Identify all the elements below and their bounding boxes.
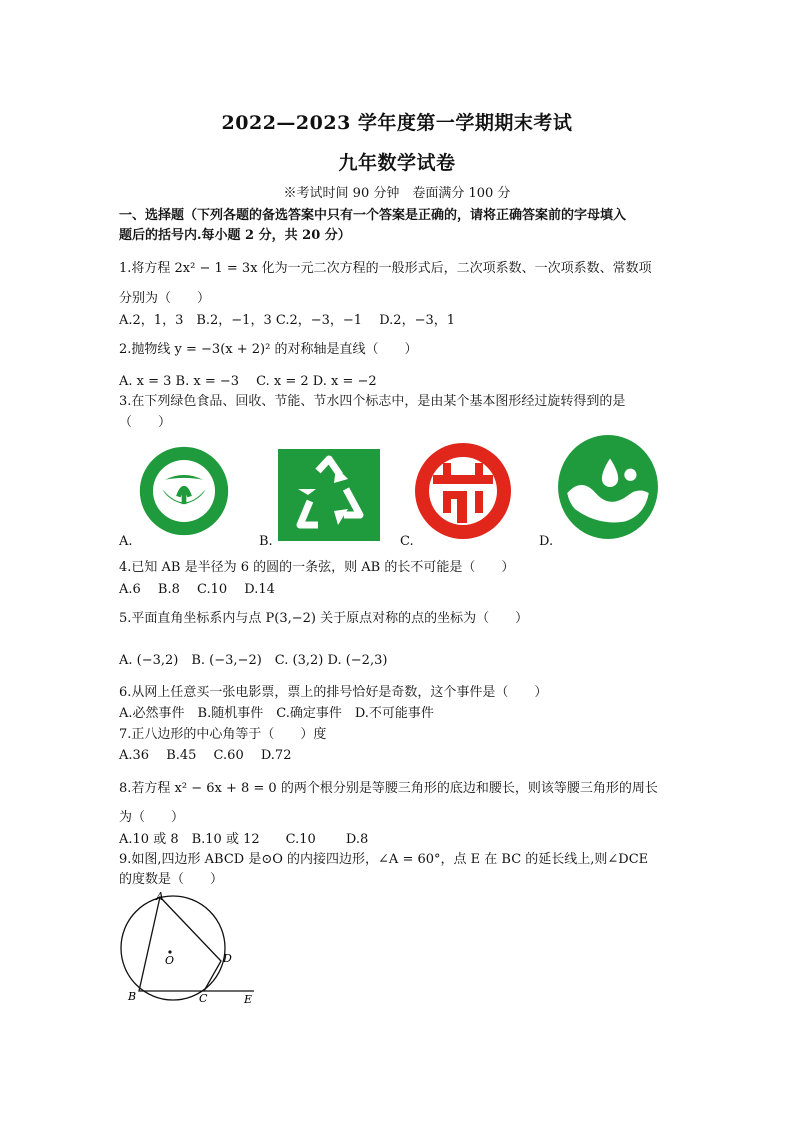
q4-options: A.6 B.8 C.10 D.14 <box>119 582 275 597</box>
q2-stem: 2.抛物线 y = −3(x + 2)² 的对称轴是直线（ ） <box>119 342 418 357</box>
label-d: D <box>223 952 232 965</box>
q6-options: A.必然事件 B.随机事件 C.确定事件 D.不可能事件 <box>119 706 434 721</box>
label-c: C <box>199 992 208 1005</box>
q7-options: A.36 B.45 C.60 D.72 <box>119 748 292 763</box>
label-a: A <box>156 890 164 903</box>
section-heading-line2: 题后的括号内.每小题 2 分，共 20 分） <box>119 228 351 243</box>
label-o: O <box>165 954 175 967</box>
green-food-logo-icon <box>137 444 231 538</box>
q9-stem-line1: 9.如图,四边形 ABCD 是⊙O 的内接四边形，∠A = 60°，点 E 在 BC 的延长线上,则∠DCE <box>119 852 649 867</box>
q9-figure <box>112 890 262 1008</box>
section-heading-line1: 一、选择题（下列各题的备选答案中只有一个答案是正确的，请将正确答案前的字母填入 <box>119 208 627 223</box>
q3-stem-line1: 3.在下列绿色食品、回收、节能、节水四个标志中，是由某个基本图形经过旋转得到的是 <box>119 394 626 409</box>
exam-title: 2022—2023 学年度第一学期期末考试 <box>221 112 573 134</box>
q5-stem: 5.平面直角坐标系内与点 P(3,−2) 关于原点对称的点的坐标为（ ） <box>119 611 529 626</box>
exam-subtitle: 九年数学试卷 <box>338 152 456 174</box>
q3-option-d-label: D. <box>539 534 554 549</box>
water-saving-logo-icon <box>557 434 659 540</box>
q3-option-b-label: B. <box>259 534 273 549</box>
q8-options: A.10 或 8 B.10 或 12 C.10 D.8 <box>119 832 369 847</box>
quadrilateral-abcd <box>139 897 221 991</box>
q3-option-a-label: A. <box>119 534 133 549</box>
exam-note: ※考试时间 90 分钟 卷面满分 100 分 <box>283 186 511 201</box>
q1-stem-line1: 1.将方程 2x² − 1 = 3x 化为一元二次方程的一般形式后，二次项系数、一次项系数、常数项 <box>119 261 652 276</box>
energy-saving-logo-icon <box>413 441 513 541</box>
label-e: E <box>244 993 253 1006</box>
q3-option-c-label: C. <box>400 534 414 549</box>
q9-stem-line2: 的度数是（ ） <box>119 872 224 887</box>
q8-stem-line1: 8.若方程 x² − 6x + 8 = 0 的两个根分别是等腰三角形的底边和腰长，则该等腰三角形的周长 <box>119 781 658 796</box>
q7-stem: 7.正八边形的中心角等于（ ）度 <box>119 727 327 742</box>
q5-options: A. (−3,2) B. (−3,−2) C. (3,2) D. (−2,3) <box>119 653 388 668</box>
q3-stem-line2: （ ） <box>119 415 172 430</box>
q4-stem: 4.已知 AB 是半径为 6 的圆的一条弦，则 AB 的长不可能是（ ） <box>119 560 515 575</box>
recycle-logo-icon <box>278 449 380 541</box>
q1-stem-line2: 分别为（ ） <box>119 291 211 306</box>
q8-stem-line2: 为（ ） <box>119 810 185 825</box>
q2-options: A. x = 3 B. x = −3 C. x = 2 D. x = −2 <box>119 374 377 389</box>
label-b: B <box>128 990 137 1003</box>
q6-stem: 6.从网上任意买一张电影票，票上的排号恰好是奇数，这个事件是（ ） <box>119 685 548 700</box>
q1-options: A.2，1，3 B.2，−1，3 C.2，−3，−1 D.2，−3，1 <box>119 313 456 328</box>
